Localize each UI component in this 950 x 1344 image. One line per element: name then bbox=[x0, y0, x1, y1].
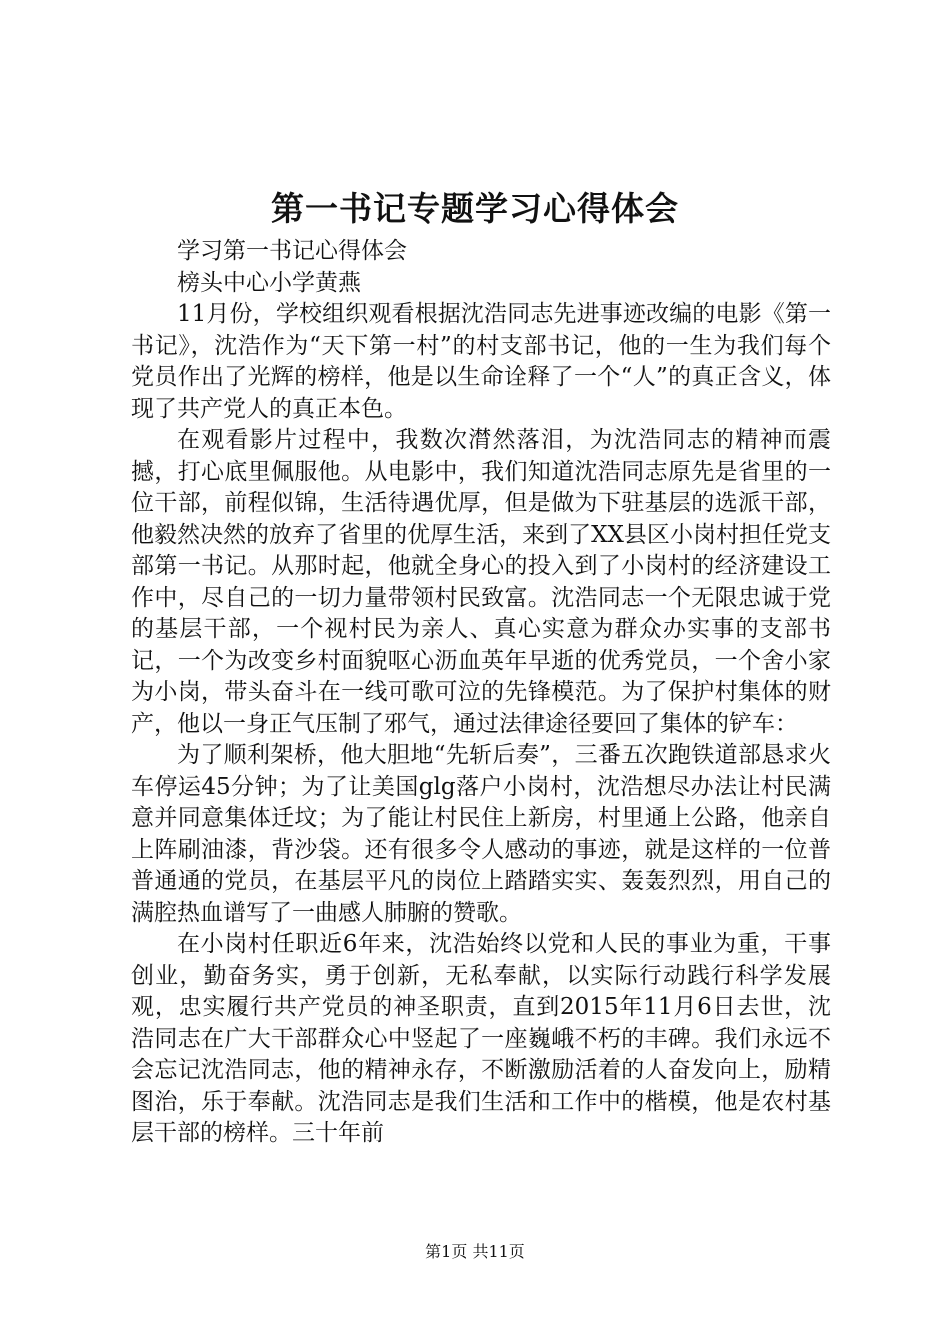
document-title: 第一书记专题学习心得体会 bbox=[271, 189, 679, 228]
body-paragraph: 在观看影片过程中，我数次潸然落泪，为沈浩同志的精神而震撼，打心底里佩服他。从电影中，我们知道沈浩同志原先是省里的一位干部，前程似锦，生活待遇优厚，但是做为下驻基层的选派干部，他毅然决然的放弃了省里的优厚生活，来到了XX县区小岗村担任党支部第一书记。从那时起，他就全身心的投入到了小岗村的经济建设工作中，尽自己的一切力量带领村民致富。沈浩同志一个无限忠诚于党的基层干部，一个视村民为亲人、真心实意为群众办实事的支部书记，一个为改变乡村面貌呕心沥血英年早逝的优秀党员，一个舍小家为小岗，带头奋斗在一线可歌可泣的先锋模范。为了保护村集体的财产，他以一身正气压制了邪气，通过法律途径要回了集体的铲车： bbox=[131, 427, 831, 737]
body-paragraph: 为了顺利架桥，他大胆地“先斩后奏”，三番五次跑铁道部恳求火车停运45分钟；为了让美国glg落户小岗村，沈浩想尽办法让村民满意并同意集体迁坟；为了能让村民住上新房，村里通上公路，他亲自上阵刷油漆，背沙袋。还有很多令人感动的事迹，就是这样的一位普普通通的党员，在基层平凡的岗位上踏踏实实、轰轰烈烈，用自己的满腔热血谱写了一曲感人肺腑的赞歌。 bbox=[131, 742, 831, 926]
body-paragraph: 11月份，学校组织观看根据沈浩同志先进事迹改编的电影《第一书记》，沈浩作为“天下第一村”的村支部书记，他的一生为我们每个党员作出了光辉的榜样，他是以生命诠释了一个“人”的真正含义，体现了共产党人的真正本色。 bbox=[131, 301, 831, 422]
document-body bbox=[131, 236, 831, 1150]
subtitle-line: 学习第一书记心得体会 bbox=[177, 238, 407, 264]
page-number-footer: 第1页 共11页 bbox=[425, 1242, 525, 1261]
author-line: 榜头中心小学黄燕 bbox=[177, 269, 361, 296]
body-paragraph: 在小岗村任职近6年来，沈浩始终以党和人民的事业为重，干事创业，勤奋务实，勇于创新，无私奉献，以实际行动践行科学发展观，忠实履行共产党员的神圣职责，直到2015年11月6日去世，沈浩同志在广大干部群众心中竖起了一座巍峨不朽的丰碑。我们永远不会忘记沈浩同志，他的精神永存，不断激励活着的人奋发向上，励精图治，乐于奉献。沈浩同志是我们生活和工作中的楷模，他是农村基层干部的榜样。三十年前 bbox=[131, 931, 831, 1146]
